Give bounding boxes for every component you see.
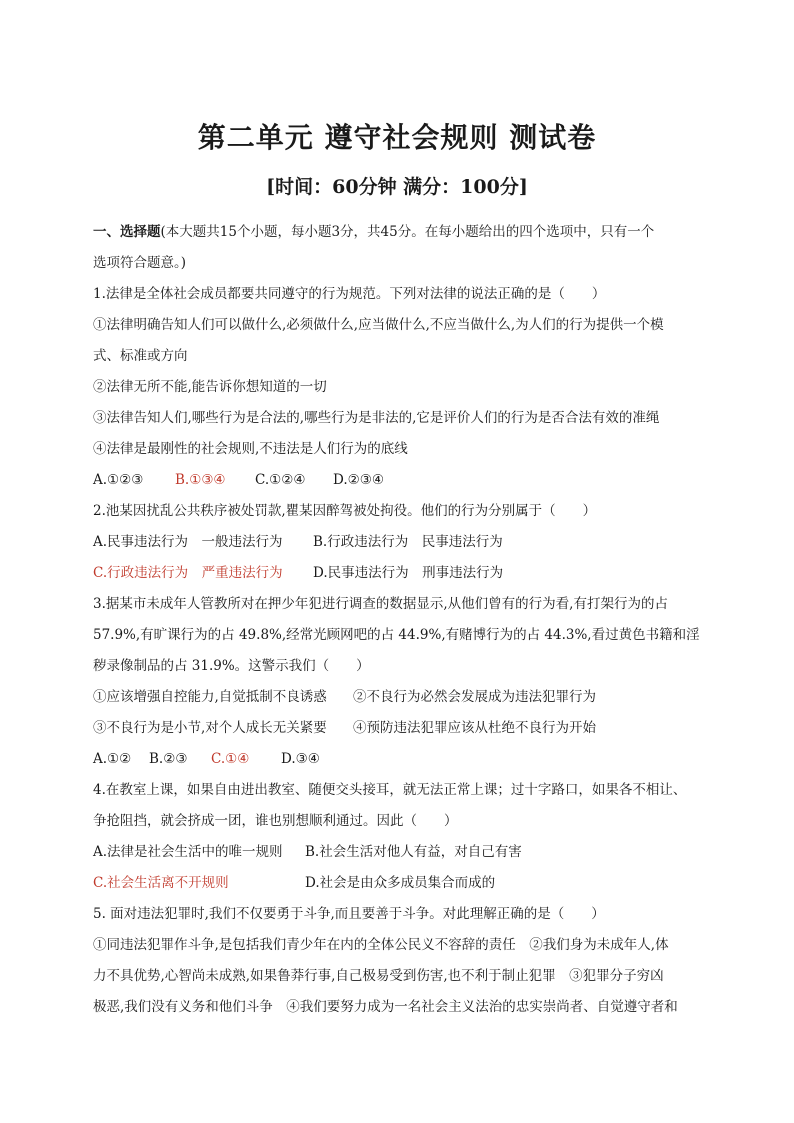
- q3-statement-2: ②不良行为必然会发展成为违法犯罪行为: [353, 689, 596, 705]
- q2-option-b: B.行政违法行为 民事违法行为: [313, 534, 503, 550]
- section-intro: [93, 217, 713, 248]
- q3-statements-34: [93, 713, 713, 744]
- q3-options: [93, 744, 713, 775]
- q2-option-c-answer: C.行政违法行为 严重违法行为: [93, 565, 283, 581]
- section-heading: 一、选择题: [93, 224, 161, 240]
- q4-option-b: B.社会生活对他人有益，对自己有害: [305, 844, 522, 860]
- q5-text-line-2: 力不具优势,心智尚未成熟,如果鲁莽行事,自己极易受到伤害,也不利于制止犯罪 ③犯罪分子穷凶: [93, 968, 664, 984]
- question-3-stem: 3.据某市未成年人管教所对在押少年犯进行调查的数据显示,从他们曾有的行为看,有打架行为的占: [93, 596, 668, 612]
- q4-options-cd: [93, 868, 713, 899]
- q3-statements-12: [93, 682, 713, 713]
- q2-option-d: D.民事违法行为 刑事违法行为: [313, 565, 504, 581]
- section-intro-cont: 选项符合题意。): [93, 255, 187, 271]
- question-4-stem: 4.在教室上课，如果自由进出教室、随便交头接耳，就无法正常上课；过十字路口，如果各不相让、: [93, 782, 687, 798]
- q3-option-c-answer: C.①④: [211, 751, 250, 767]
- q1-statement-1: ①法律明确告知人们可以做什么,必须做什么,应当做什么,不应当做什么,为人们的行为提供一个模: [93, 317, 664, 333]
- question-3-stem-end: 秽录像制品的占 31.9%。这警示我们（ ）: [93, 658, 370, 674]
- q4-option-a: A.法律是社会生活中的唯一规则: [93, 844, 283, 860]
- q5-text-line-1: ①同违法犯罪作斗争,是包括我们青少年在内的全体公民义不容辞的责任 ②我们身为未成年人,体: [93, 937, 669, 953]
- q2-option-a: A.民事违法行为 一般违法行为: [93, 534, 283, 550]
- q3-statement-1: ①应该增强自控能力,自觉抵制不良诱惑: [93, 689, 327, 705]
- q3-option-d: D.③④: [281, 751, 320, 767]
- q1-option-a: A.①②③: [93, 472, 144, 488]
- q1-option-d: D.②③④: [333, 472, 384, 488]
- q3-statement-4: ④预防违法犯罪应该从杜绝不良行为开始: [353, 720, 596, 736]
- q3-option-a: A.①②: [93, 751, 132, 767]
- q2-options-cd: [93, 558, 713, 589]
- q3-option-b: B.②③: [149, 751, 188, 767]
- q2-options-ab: [93, 527, 713, 558]
- q1-statement-3: ③法律告知人们,哪些行为是合法的,哪些行为是非法的,它是评价人们的行为是否合法有效的准绳: [93, 410, 660, 426]
- q1-statement-4: ④法律是最刚性的社会规则,不违法是人们行为的底线: [93, 441, 408, 457]
- question-3-stem-cont: 57.9%,有旷课行为的占 49.8%,经常光顾网吧的占 44.9%,有赌博行为的占 44.3%,看过黄色书籍和淫: [93, 627, 700, 643]
- question-4-stem-cont: 争抢阻挡，就会挤成一团，谁也别想顺利通过。因此（ ）: [93, 813, 458, 829]
- q1-option-c: C.①②④: [255, 472, 306, 488]
- exam-content: [93, 217, 713, 1023]
- exam-time-score: [时间：60分钟 满分：100分]: [266, 176, 528, 198]
- q1-statement-2: ②法律无所不能,能告诉你想知道的一切: [93, 379, 327, 395]
- q1-statement-1-cont: 式、标准或方向: [93, 348, 188, 364]
- section-intro-text: (本大题共15个小题，每小题3分，共45分。在每小题给出的四个选项中，只有一个: [160, 224, 655, 240]
- q4-options-ab: [93, 837, 713, 868]
- q3-statement-3: ③不良行为是小节,对个人成长无关紧要: [93, 720, 327, 736]
- question-1-stem: 1.法律是全体社会成员都要共同遵守的行为规范。下列对法律的说法正确的是（ ）: [93, 286, 606, 302]
- q4-option-c-answer: C.社会生活离不开规则: [93, 875, 229, 891]
- question-5-stem: 5. 面对违法犯罪时,我们不仅要勇于斗争,而且要善于斗争。对此理解正确的是（ ）: [93, 906, 605, 922]
- question-2-stem: 2.池某因扰乱公共秩序被处罚款,瞿某因醉驾被处拘役。他们的行为分别属于（ ）: [93, 503, 597, 519]
- q1-options: [93, 465, 713, 496]
- q5-text-line-3: 极恶,我们没有义务和他们斗争 ④我们要努力成为一名社会主义法治的忠实崇尚者、自觉遵守者和: [93, 999, 678, 1015]
- q1-option-b-answer: B.①③④: [175, 472, 226, 488]
- page-title: 第二单元 遵守社会规则 测试卷: [197, 121, 597, 154]
- q4-option-d: D.社会是由众多成员集合而成的: [305, 875, 496, 891]
